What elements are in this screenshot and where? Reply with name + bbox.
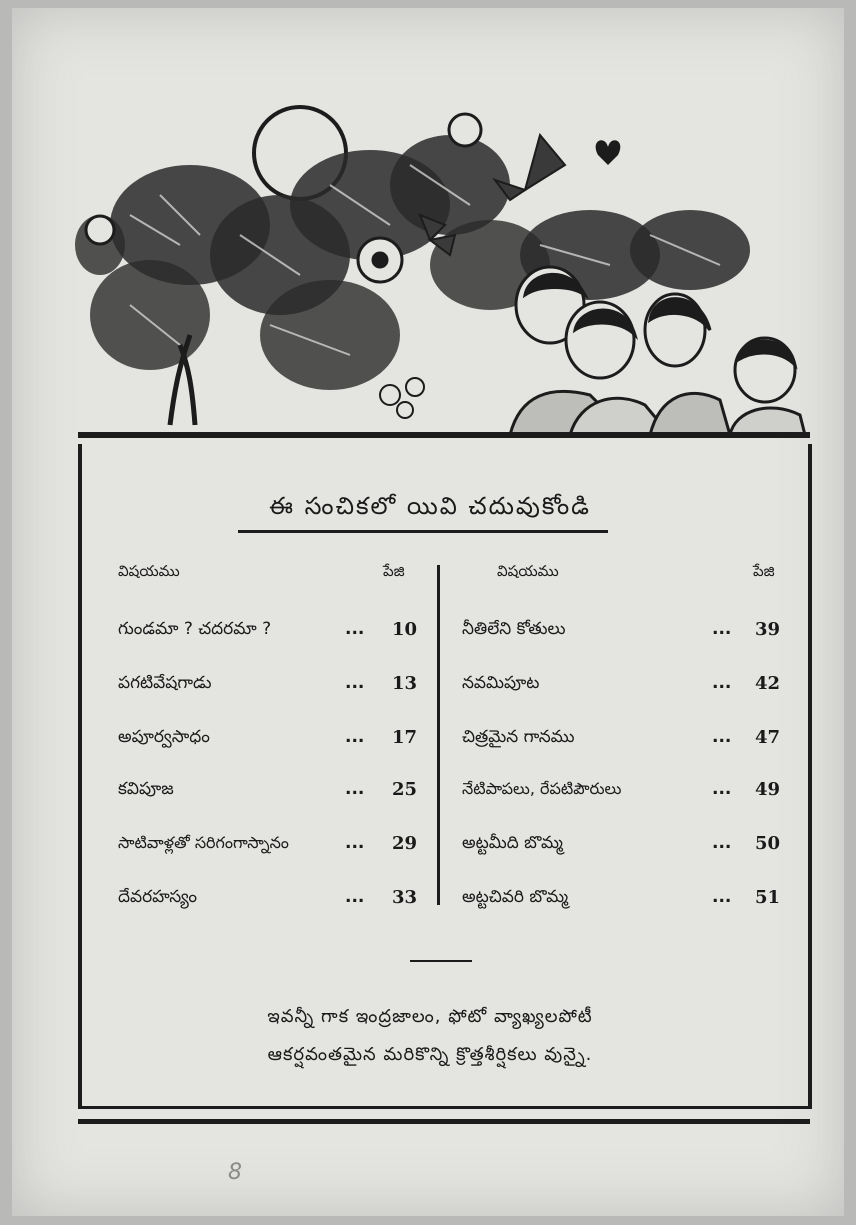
item-page: 10	[392, 619, 418, 640]
children-figures	[510, 267, 805, 435]
item-page: 47	[755, 727, 781, 748]
item-page: 25	[392, 779, 418, 800]
item-title: కవిపూజ	[118, 779, 174, 799]
item-title: అట్టచివరి బొమ్మ	[462, 887, 569, 907]
item-page: 49	[755, 779, 781, 800]
item-dots: ...	[712, 779, 732, 799]
page-number-mark: 8	[228, 1160, 242, 1185]
section-separator	[410, 960, 472, 962]
heart-shape	[596, 140, 621, 165]
item-title: సాటివాళ్లతో సరిగంగాస్నానం	[118, 833, 289, 852]
item-dots: ...	[712, 673, 732, 693]
item-title: నేటిపాపలు, రేపటిపౌరులు	[462, 779, 622, 798]
item-dots: ...	[345, 887, 365, 907]
header-page-right: పేజి	[753, 562, 775, 580]
item-page: 39	[755, 619, 781, 640]
item-page: 33	[392, 887, 418, 908]
top-rule	[78, 432, 810, 438]
item-dots: ...	[345, 727, 365, 747]
item-title: నవమిపూట	[462, 673, 540, 693]
header-subject-right: విషయము	[497, 562, 559, 580]
note-line-1: ఇవన్నీ గాక ఇంద్రజాలం, ఫోటో వ్యాఖ్యలపోటీ	[267, 1006, 593, 1027]
contents-title: ఈ సంచికలో యివి చదువుకోండి	[269, 492, 591, 520]
item-title: చిత్రమైన గానము	[462, 727, 575, 747]
item-title: గుండమా ? చదరమా ?	[118, 619, 272, 639]
column-divider	[437, 565, 440, 905]
item-dots: ...	[345, 673, 365, 693]
bottom-rule	[78, 1119, 810, 1124]
item-title: అట్టమీది బొమ్మ	[462, 833, 563, 853]
item-title: పగటివేషగాడు	[118, 673, 212, 693]
item-page: 13	[392, 673, 418, 694]
item-dots: ...	[712, 727, 732, 747]
item-dots: ...	[712, 619, 732, 639]
item-page: 42	[755, 673, 781, 694]
title-underline	[238, 530, 608, 533]
item-title: దేవరహస్యం	[118, 887, 197, 907]
flower-bunch	[380, 378, 424, 418]
header-subject-left: విషయము	[118, 562, 180, 580]
item-title: అపూర్వసాధం	[118, 727, 210, 747]
item-page: 50	[755, 833, 781, 854]
item-title: నీతిలేని కోతులు	[462, 619, 566, 639]
item-dots: ...	[712, 833, 732, 853]
tree-children-illustration	[70, 95, 810, 435]
item-page: 17	[392, 727, 418, 748]
item-dots: ...	[345, 619, 365, 639]
item-dots: ...	[345, 833, 365, 853]
item-dots: ...	[712, 887, 732, 907]
item-dots: ...	[345, 779, 365, 799]
tree-foliage	[75, 135, 750, 390]
item-page: 51	[755, 887, 781, 908]
header-page-left: పేజి	[383, 562, 405, 580]
item-page: 29	[392, 833, 418, 854]
note-line-2: ఆకర్షవంతమైన మరికొన్ని క్రొత్తశీర్షికలు వున్నై.	[267, 1044, 593, 1065]
